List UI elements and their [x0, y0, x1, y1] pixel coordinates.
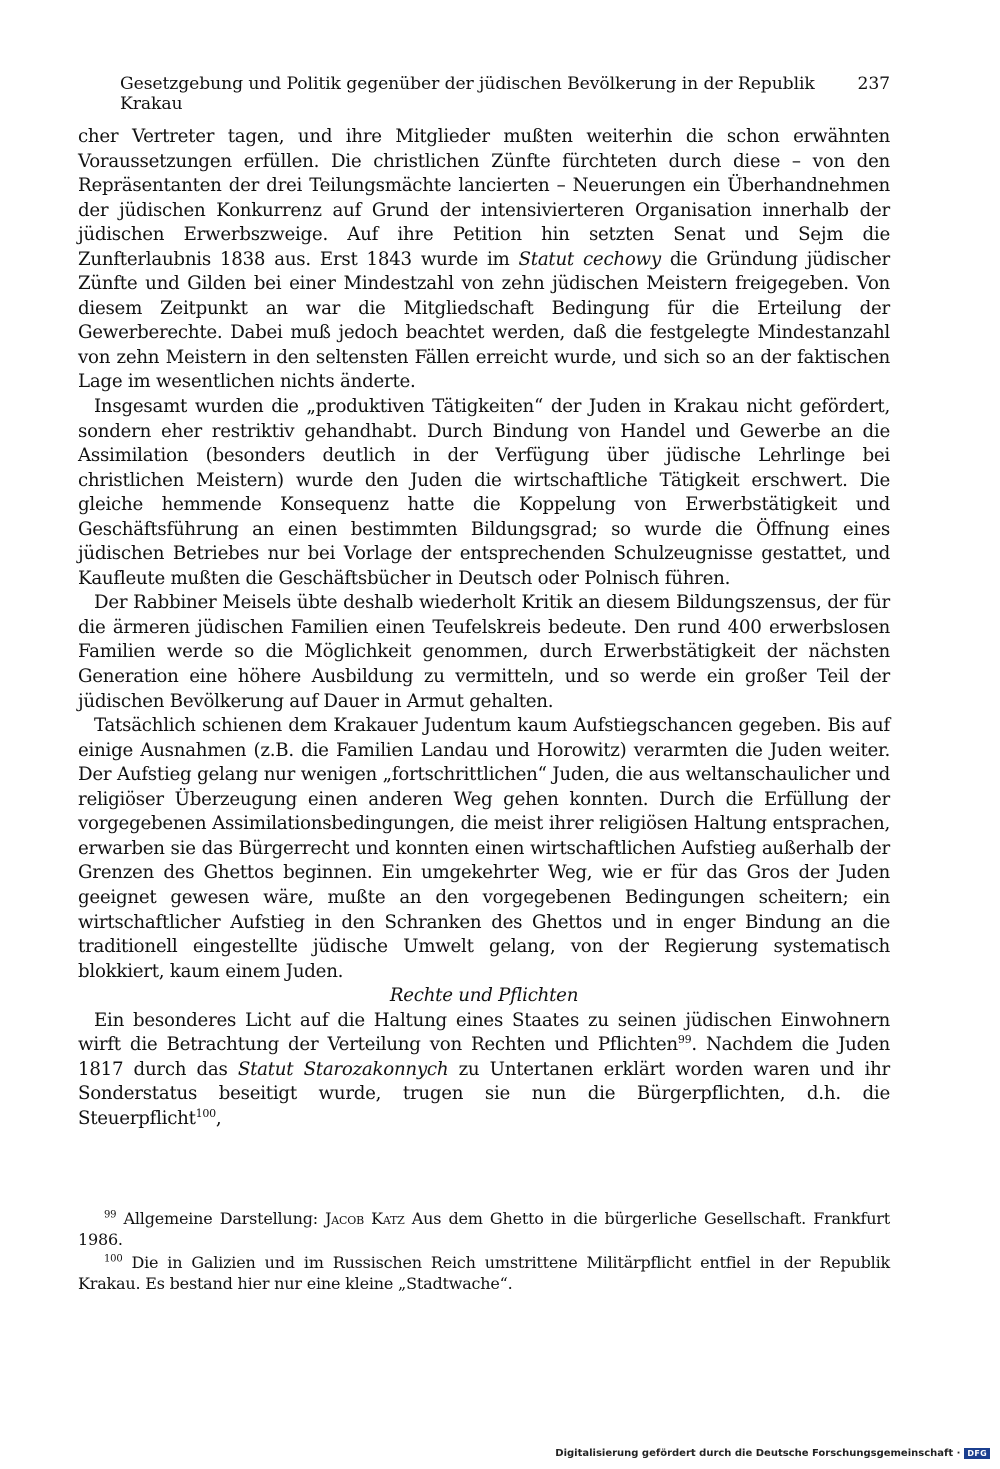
running-title: Gesetzgebung und Politik gegenüber der jüdischen Bevölkerung in der Republik Krakau	[120, 74, 815, 114]
paragraph-5	[78, 1009, 890, 1132]
text-run: Aus dem Ghetto in die bürgerliche Gesellschaft. Frankfurt 1986.	[78, 1209, 890, 1249]
text-run: die Gründung jüdischer Zünfte und Gilden bei einer Mindestzahl von zehn jüdischen Meistern freigegeben. Von diesem Zeitpunkt an war die Mitgliedschaft Bedingung für die Erteilung der Gewerberechte. Dabei muß jedoch beachtet werden, daß die festgelegte Mindestanzahl von zehn Meistern in den seltensten Fällen erreicht wurde, und sich so an der faktischen Lage im wesentlichen nichts änderte.	[78, 248, 890, 393]
footnote-99	[78, 1208, 890, 1250]
main-text	[78, 125, 890, 1131]
digitization-credit	[555, 1448, 990, 1459]
dfg-logo: DFG	[964, 1448, 990, 1459]
footnotes	[78, 1208, 890, 1296]
text-run: Ein besonderes Licht auf die Haltung eines Staates zu seinen jüdischen Einwohnern wirft die Betrachtung der Verteilung von Rechten und Pflichten	[78, 1009, 890, 1056]
italic-term-statut-cechowy: Statut cechowy	[518, 248, 661, 270]
footnote-ref-100[interactable]: 100	[195, 1106, 216, 1120]
footnote-author: Jacob Katz	[325, 1209, 405, 1228]
paragraph-1	[78, 125, 890, 395]
text-run: . Nachdem die Juden 1817 durch das	[78, 1034, 890, 1080]
text-run: Allgemeine Darstellung:	[123, 1209, 326, 1228]
running-header	[120, 74, 890, 114]
credit-text: Digitalisierung gefördert durch die Deutsche Forschungsgemeinschaft ·	[555, 1448, 961, 1459]
footnote-number: 100	[104, 1253, 123, 1265]
paragraph-2: Insgesamt wurden die „produktiven Tätigkeiten“ der Juden in Krakau nicht gefördert, sondern eher restriktiv gehandhabt. Durch Bindung von Handel und Gewerbe an die Assimilation (besonders deutlich in der Verfügung über jüdische Lehrlinge bei christlichen Meistern) wurde den Juden die wirtschaftliche Tätigkeit erschwert. Die gleiche hemmende Konsequenz hatte die Koppelung von Erwerbstätigkeit und Geschäftsführung an einen bestimmten Bildungsgrad; so wurde die Öffnung eines jüdischen Betriebes nur bei Vorlage der entsprechenden Schulzeugnisse gestattet, und Kaufleute mußten die Geschäftsbücher in Deutsch oder Polnisch führen.	[78, 396, 890, 589]
footnote-100	[78, 1252, 890, 1294]
page-number: 237	[857, 74, 890, 94]
text-run: zu Untertanen erklärt worden waren und ihr Sonderstatus beseitigt wurde, trugen sie nun die Bürgerpflichten, d.h. die Steuerpflicht	[78, 1058, 890, 1129]
paragraph-4: Tatsächlich schienen dem Krakauer Judentum kaum Aufstiegschancen gegeben. Bis auf einige Ausnahmen (z.B. die Familien Landau und Horowitz) verarmten die Juden weiter. Der Aufstieg gelang nur wenigen „fortschrittlichen“ Juden, die aus weltanschaulicher und religiöser Überzeugung einen anderen Weg gehen konnten. Durch die Erfüllung der vorgegebenen Assimilationsbedingungen, die meist ihrer religiösen Haltung entsprachen, erwarben sie das Bürgerrecht und konnten einen wirtschaftlichen Aufstieg außerhalb der Grenzen des Ghettos beginnen. Ein umgekehrter Weg, wie er für das Gros der Juden geeignet gewesen wäre, mußte an den vorgegebenen Bedingungen scheitern; ein wirtschaftlicher Aufstieg in den Schranken des Ghettos und in enger Bindung an die traditionell eingestellte jüdische Umwelt gelang, von der Regierung systematisch blokkiert, kaum einem Juden.	[78, 715, 890, 982]
text-run: cher Vertreter tagen, und ihre Mitglieder mußten weiterhin die schon erwähnten Voraussetzungen erfüllen. Die christlichen Zünfte fürchteten durch diese – von den Repräsentanten der drei Teilungsmächte lancierten – Neuerungen ein Überhandnehmen der jüdischen Konkurrenz auf Grund der intensivierteren Organisation innerhalb der jüdischen Erwerbszweige. Auf ihre Petition hin setzten Senat und Sejm die Zunfterlaubnis 1838 aus. Erst 1843 wurde im	[78, 126, 890, 270]
footnote-number: 99	[104, 1209, 117, 1221]
section-title: Rechte und Pflichten	[389, 985, 579, 1007]
text-run: Die in Galizien und im Russischen Reich umstrittene Militärpflicht entfiel in der Republik Krakau. Es bestand hier nur eine kleine „Stadtwache“.	[78, 1253, 890, 1293]
paragraph-3: Der Rabbiner Meisels übte deshalb wiederholt Kritik an diesem Bildungszensus, der für die ärmeren jüdischen Familien einen Teufelskreis bedeute. Den rund 400 erwerbslosen Familien werde so die Möglichkeit genommen, durch Erwerbstätigkeit der nächsten Generation eine höhere Ausbildung zu vermitteln, und so werde ein großer Teil der jüdischen Bevölkerung auf Dauer in Armut gehalten.	[78, 592, 890, 712]
italic-term-statut-starozakonnych: Statut Starozakonnych	[237, 1058, 449, 1080]
footnote-ref-99[interactable]: 99	[677, 1033, 692, 1047]
text-run: ,	[215, 1107, 222, 1129]
